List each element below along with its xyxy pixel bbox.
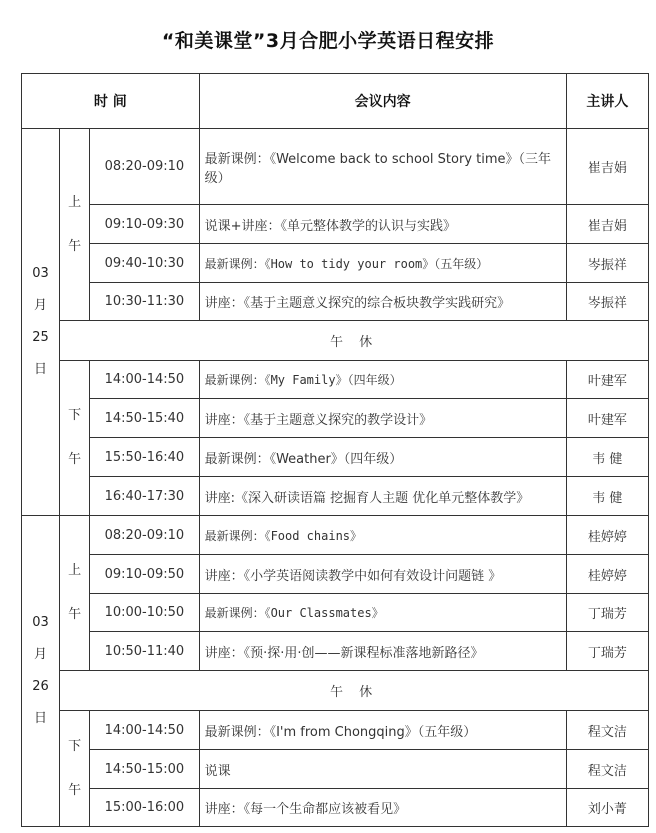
date-char: 03 [32, 266, 49, 281]
content-cell: 讲座:《深入研读语篇 挖掘育人主题 优化单元整体教学》 [199, 477, 566, 516]
time-cell: 14:00-14:50 [90, 361, 199, 399]
time-cell: 09:40-10:30 [90, 244, 199, 283]
time-cell: 08:20-09:10 [90, 129, 199, 205]
rest-row [22, 321, 649, 361]
content-cell: 最新课例：《How to tidy your room》（五年级） [199, 244, 566, 283]
content-cell: 最新课例：《Food chains》 [199, 516, 566, 555]
content-cell: 最新课例：《Weather》（四年级） [199, 438, 566, 477]
morning-label-cell [60, 516, 90, 671]
content-cell: 讲座：《基于主题意义探究的教学设计》 [199, 399, 566, 438]
time-cell: 09:10-09:30 [90, 205, 199, 244]
schedule-table [21, 73, 649, 827]
content-cell: 讲座：《基于主题意义探究的综合板块教学实践研究》 [199, 283, 566, 321]
table-row [22, 711, 649, 750]
speaker-cell: 叶建军 [566, 361, 648, 399]
lunch-break-cell: 午 休 [60, 321, 649, 361]
morning-label-char: 上 [68, 194, 82, 210]
header-row [22, 74, 649, 129]
table-row [22, 516, 649, 555]
table-row [22, 399, 649, 438]
speaker-cell: 叶建军 [566, 399, 648, 438]
afternoon-label-char: 下 [68, 738, 82, 754]
afternoon-label-char: 午 [68, 782, 82, 798]
time-cell: 10:50-11:40 [90, 632, 199, 671]
speaker-cell: 岑振祥 [566, 244, 648, 283]
speaker-cell: 桂婷婷 [566, 516, 648, 555]
table-row [22, 283, 649, 321]
table-row [22, 789, 649, 827]
afternoon-label-char: 午 [68, 452, 82, 467]
time-cell: 15:00-16:00 [90, 789, 199, 827]
page-title: “和美课堂”3月合肥小学英语日程安排 [161, 30, 495, 52]
lunch-break-cell: 午 休 [60, 671, 649, 711]
afternoon-label-cell [60, 361, 90, 516]
speaker-cell: 岑振祥 [566, 283, 648, 321]
content-cell: 讲座：《小学英语阅读教学中如何有效设计问题链 》 [199, 555, 566, 594]
content-cell: 说课 [199, 750, 566, 789]
date-char: 26 [32, 679, 49, 694]
table-row [22, 477, 649, 516]
speaker-cell: 程文洁 [566, 711, 648, 750]
content-cell: 讲座：《预·探·用·创——新课程标准落地新路径》 [199, 632, 566, 671]
date-char: 03 [32, 615, 49, 630]
content-cell: 最新课例：《Welcome back to school Story time》（三年级） [199, 129, 566, 205]
speaker-cell: 韦 健 [566, 477, 648, 516]
content-cell: 说课+讲座：《单元整体教学的认识与实践》 [199, 205, 566, 244]
table-row [22, 632, 649, 671]
date-char: 日 [34, 362, 48, 377]
table-row [22, 555, 649, 594]
time-cell: 09:10-09:50 [90, 555, 199, 594]
date-cell [22, 516, 60, 827]
header-time: 时 间 [22, 74, 200, 129]
header-content: 会议内容 [199, 74, 566, 129]
rest-row [22, 671, 649, 711]
speaker-cell: 丁瑞芳 [566, 632, 648, 671]
morning-label-char: 午 [68, 607, 82, 622]
time-cell: 14:50-15:00 [90, 750, 199, 789]
table-row [22, 244, 649, 283]
morning-label-char: 上 [68, 563, 82, 578]
date-char: 月 [34, 647, 48, 662]
table-row [22, 129, 649, 205]
header-speaker: 主讲人 [566, 74, 648, 129]
table-row [22, 594, 649, 632]
afternoon-label-cell [60, 711, 90, 827]
time-cell: 14:50-15:40 [90, 399, 199, 438]
speaker-cell: 韦 健 [566, 438, 648, 477]
content-cell: 最新课例：《My Family》（四年级） [199, 361, 566, 399]
speaker-cell: 程文洁 [566, 750, 648, 789]
speaker-cell: 桂婷婷 [566, 555, 648, 594]
time-cell: 15:50-16:40 [90, 438, 199, 477]
content-cell: 讲座：《每一个生命都应该被看见》 [199, 789, 566, 827]
content-cell: 最新课例：《Our Classmates》 [199, 594, 566, 632]
date-cell [22, 129, 60, 516]
time-cell: 08:20-09:10 [90, 516, 199, 555]
table-row [22, 361, 649, 399]
time-cell: 14:00-14:50 [90, 711, 199, 750]
afternoon-label-char: 下 [68, 408, 82, 423]
time-cell: 10:30-11:30 [90, 283, 199, 321]
speaker-cell: 崔吉娟 [566, 129, 648, 205]
speaker-cell: 崔吉娟 [566, 205, 648, 244]
date-char: 月 [34, 298, 48, 313]
table-row [22, 750, 649, 789]
time-cell: 10:00-10:50 [90, 594, 199, 632]
speaker-cell: 刘小菁 [566, 789, 648, 827]
time-cell: 16:40-17:30 [90, 477, 199, 516]
date-char: 25 [32, 330, 49, 345]
morning-label-cell [60, 129, 90, 321]
date-char: 日 [34, 711, 48, 726]
content-cell: 最新课例：《I'm from Chongqing》（五年级） [199, 711, 566, 750]
table-row [22, 205, 649, 244]
morning-label-char: 午 [68, 238, 82, 254]
speaker-cell: 丁瑞芳 [566, 594, 648, 632]
table-row [22, 438, 649, 477]
